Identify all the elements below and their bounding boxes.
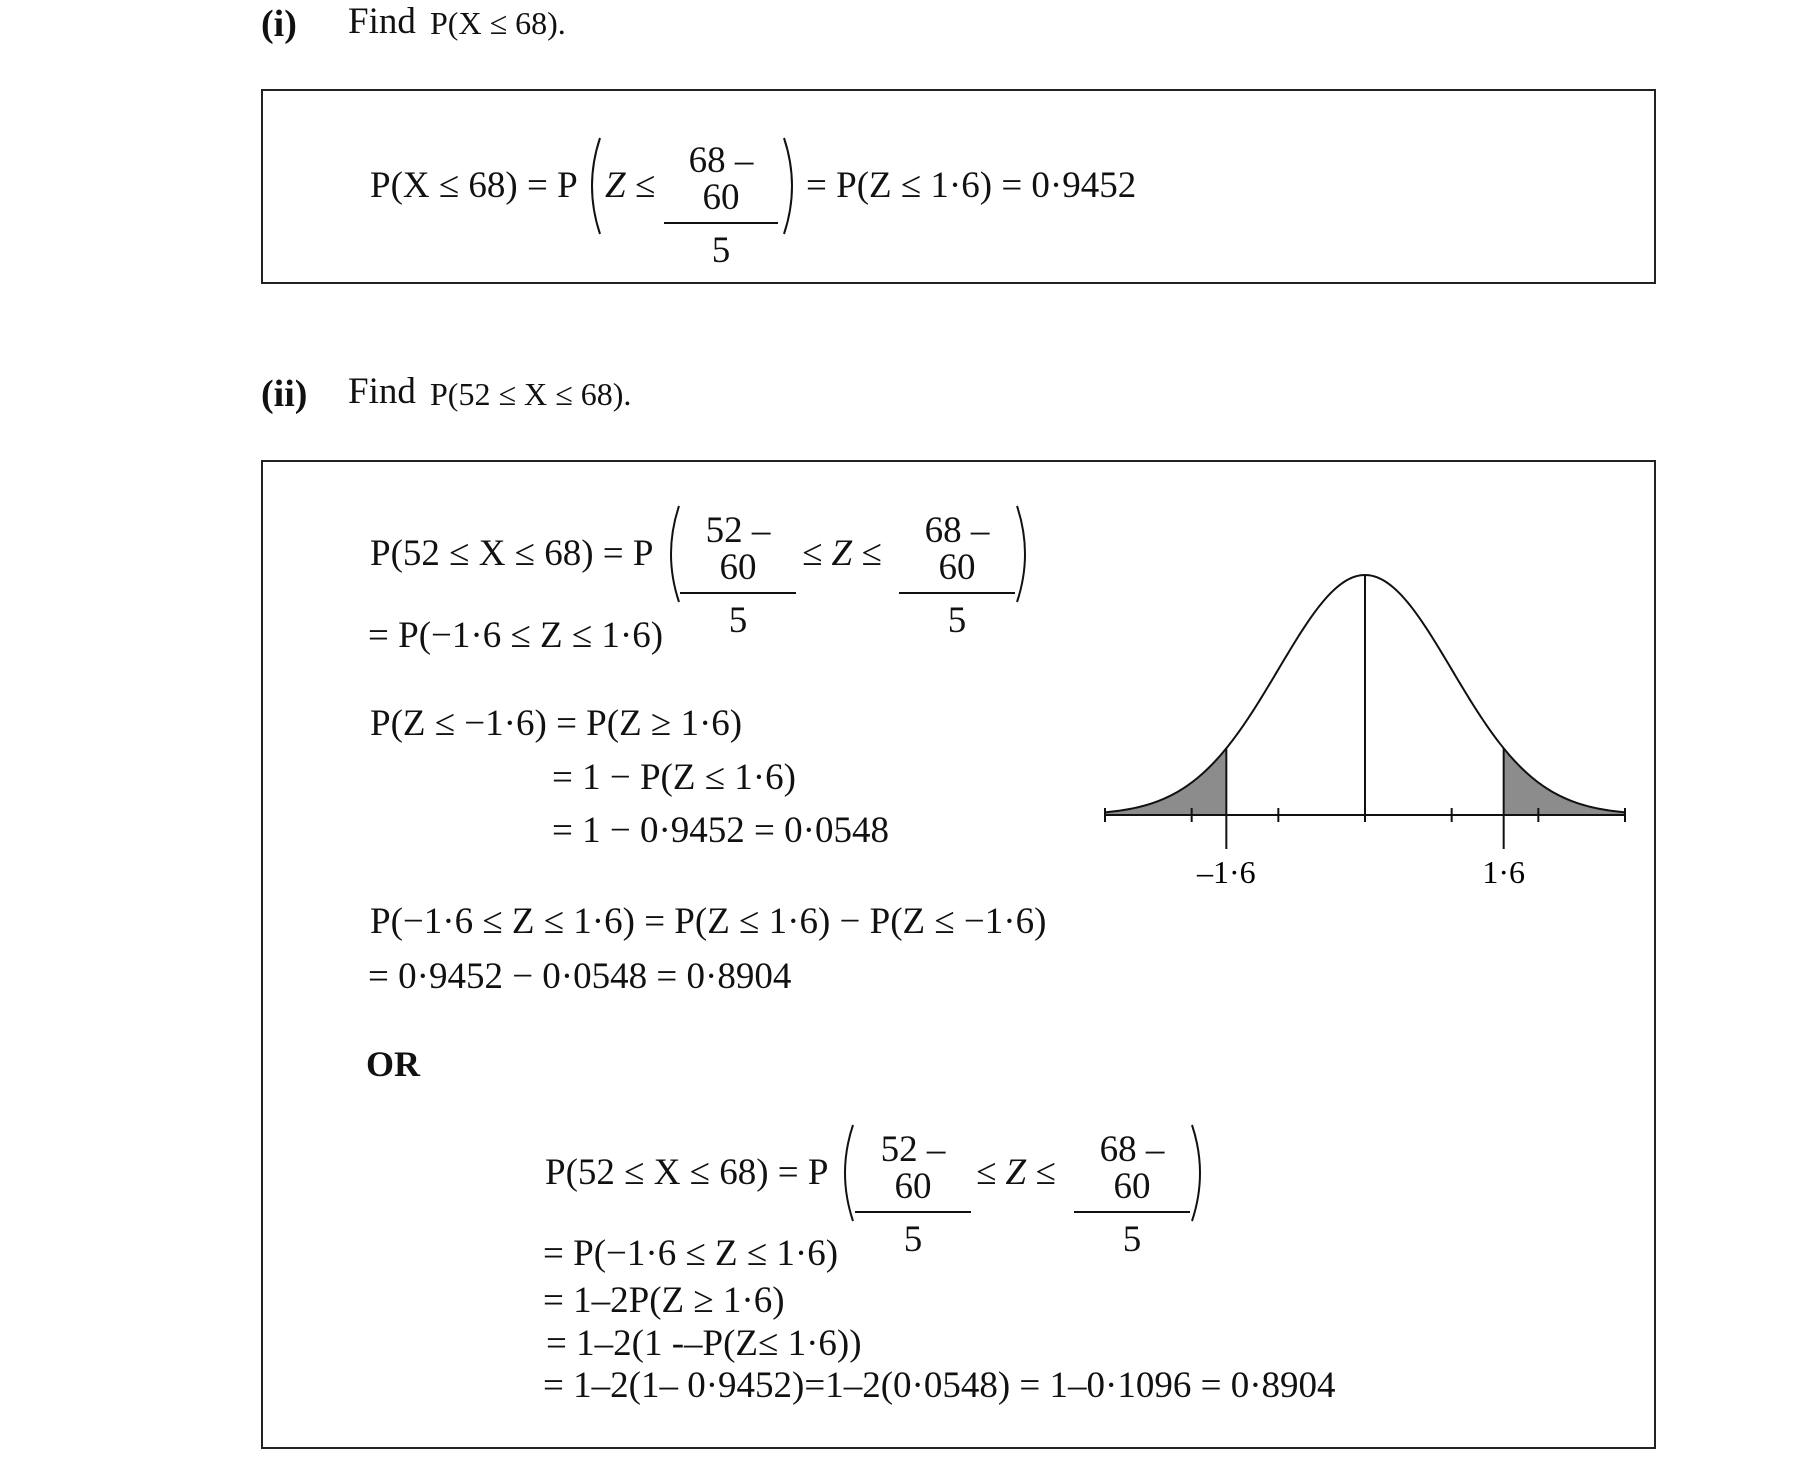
part-i-label: (i)	[261, 3, 297, 45]
m2-line3: = 1–2P(Z ≥ 1·6)	[543, 1280, 785, 1321]
m2-right-paren	[1188, 1123, 1210, 1223]
m1-right-paren	[1013, 504, 1035, 604]
m2-left-paren	[835, 1123, 857, 1223]
m2-frac1-num: 52 – 60	[880, 1129, 946, 1207]
part-ii-find-word: Find	[348, 371, 416, 412]
m1-middle: ≤ Z ≤	[802, 533, 882, 574]
m2-frac2-num: 68 – 60	[1099, 1129, 1165, 1207]
m1-frac1-num: 52 – 60	[705, 510, 771, 588]
part-i-left-paren	[582, 136, 604, 236]
part-i-z-le: Z ≤	[605, 165, 656, 206]
part-i-find-word: Find	[348, 1, 416, 42]
part-i-question: P(X ≤ 68).	[430, 5, 566, 41]
m1-frac2-num: 68 – 60	[924, 510, 990, 588]
m2-fraction-2	[1074, 1131, 1190, 1258]
part-i-frac-num: 68 – 60	[688, 140, 754, 218]
m2-frac1-den: 5	[903, 1219, 923, 1260]
m1-line7: = 0·9452 − 0·0548 = 0·8904	[368, 956, 792, 997]
m2-line2: = P(−1·6 ≤ Z ≤ 1·6)	[543, 1233, 839, 1274]
m1-fraction-1	[680, 512, 796, 639]
m1-line6: P(−1·6 ≤ Z ≤ 1·6) = P(Z ≤ 1·6) − P(Z ≤ −1·6)	[370, 901, 1047, 942]
m2-fraction-1	[855, 1131, 971, 1258]
part-i-rhs: = P(Z ≤ 1·6) = 0·9452	[806, 165, 1137, 206]
right-cut-label: 1·6	[1482, 854, 1525, 885]
left-tail-shading	[1105, 748, 1226, 815]
m2-line4: = 1–2(1 -–P(Z≤ 1·6))	[546, 1323, 862, 1364]
part-i-fraction	[664, 142, 778, 269]
m1-lhs: P(52 ≤ X ≤ 68) = P	[370, 533, 654, 574]
part-i-right-paren	[780, 136, 802, 236]
part-ii-label: (ii)	[261, 373, 308, 415]
m2-lhs: P(52 ≤ X ≤ 68) = P	[545, 1152, 829, 1193]
m2-frac2-den: 5	[1122, 1219, 1142, 1260]
m2-middle: ≤ Z ≤	[976, 1152, 1056, 1193]
m1-line3: P(Z ≤ −1·6) = P(Z ≥ 1·6)	[370, 703, 743, 744]
m1-frac1-den: 5	[728, 600, 748, 641]
or-label: OR	[366, 1044, 420, 1084]
normal-distribution-graph	[1095, 515, 1635, 885]
part-i-lhs: P(X ≤ 68) = P	[370, 165, 578, 206]
part-ii-question: P(52 ≤ X ≤ 68).	[430, 376, 632, 412]
m1-fraction-2	[899, 512, 1015, 639]
m1-line5: = 1 − 0·9452 = 0·0548	[552, 810, 889, 851]
left-cut-label: –1·6	[1197, 854, 1256, 885]
part-i-frac-den: 5	[711, 230, 731, 271]
m1-line4: = 1 − P(Z ≤ 1·6)	[552, 757, 796, 798]
m1-frac2-den: 5	[947, 600, 967, 641]
m2-line5: = 1–2(1– 0·9452)=1–2(0·0548) = 1–0·1096 = 0·8904	[543, 1365, 1336, 1406]
m1-line2: = P(−1·6 ≤ Z ≤ 1·6)	[368, 615, 664, 656]
right-tail-shading	[1504, 748, 1625, 815]
